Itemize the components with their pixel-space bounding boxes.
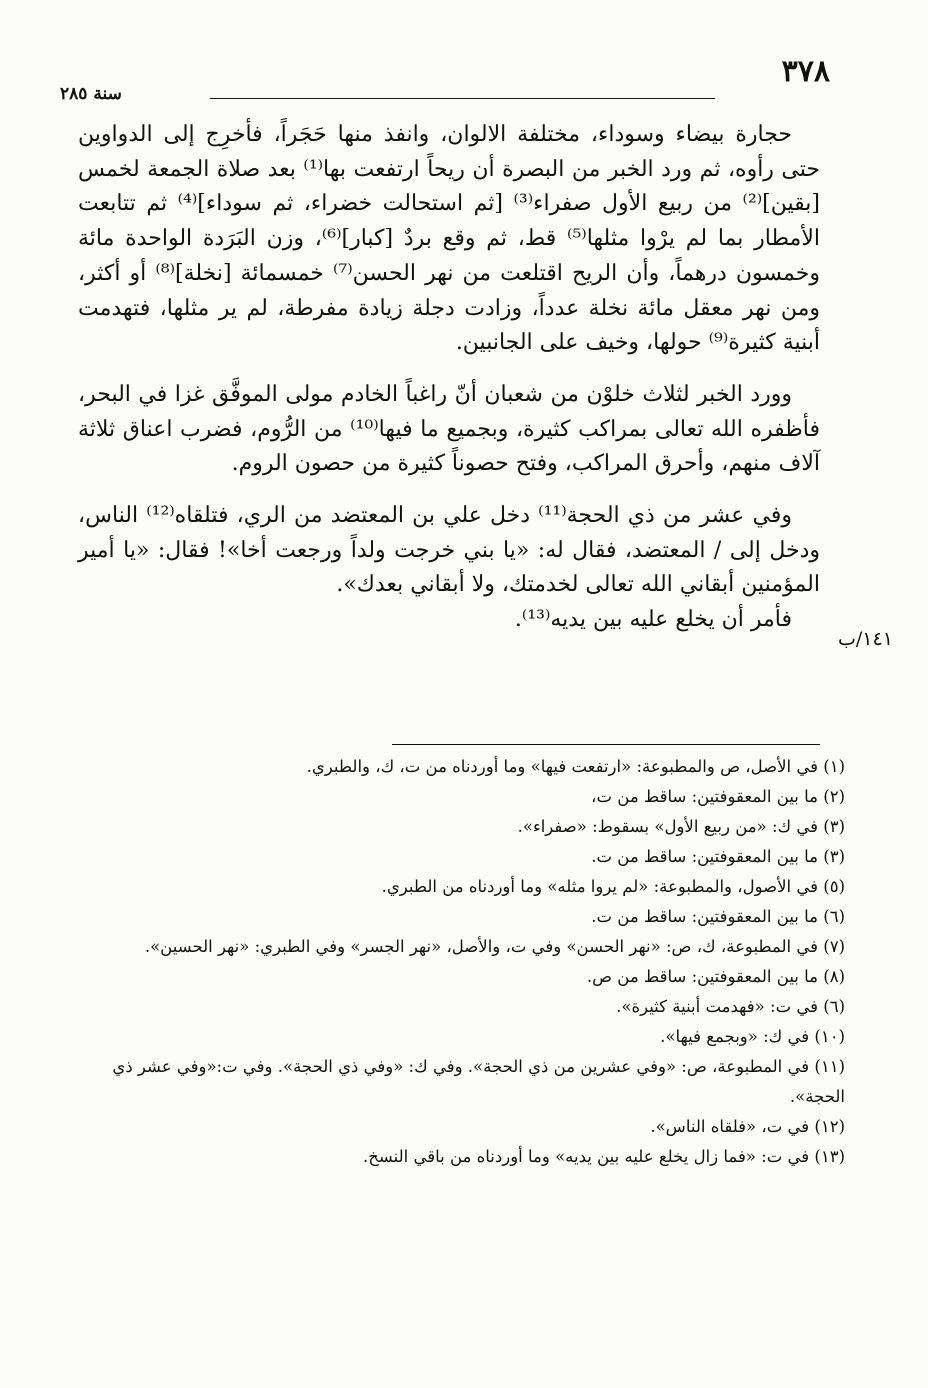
footnote: (١) في الأصل، ص والمطبوعة: «ارتفعت فيها» وما أوردناه من ت، ك، والطبري.	[306, 757, 845, 776]
footnote: (١٣) في ت: «فما زال يخلع عليه بين يديه» وما أوردناه من باقي النسخ.	[363, 1147, 845, 1166]
footnote: (١١) في المطبوعة، ص: «وفي عشرين من ذي الحجة». وفي ك: «وفي ذي الحجة». وفي ت:«وفي عشر ذي الحجة».	[112, 1057, 845, 1106]
footnote: (٦) ما بين المعقوفتين: ساقط من ت.	[591, 907, 845, 926]
paragraph: حجارة بيضاء وسوداء، مختلفة الالوان، وانفذ منها حَجَراً، فأخرِج إلى الدواوين حتى رأوه، ثم ورد الخبر من البصرة أن ريحاً ارتفعت بها⁽¹⁾ بعد صلاة الجمعة لخمس [بقين]⁽²⁾ من ربيع الأول صفراء⁽³⁾ [ثم استحالت خضراء، ثم سوداء]⁽⁴⁾ ثم تتابعت الأمطار بما لم يرْوا مثلها⁽⁵⁾ قط، ثم وقع بردٌ [كبار]⁽⁶⁾، وزن البَرَدة الواحدة مائة وخمسون درهماً، وأن الريح اقتلعت من نهر الحسن⁽⁷⁾ خمسمائة [نخلة]⁽⁸⁾ أو أكثر، ومن نهر معقل مائة نخلة عدداً، وزادت دجلة زيادة مفرطة، لم ير مثلها، فتهدمت أبنية كثيرة⁽⁹⁾ حولها، وخيف على الجانبين.	[78, 122, 820, 356]
footnote: (١٠) في ك: «وبجمع فيها».	[660, 1027, 845, 1046]
manuscript-folio-marker: ١٤١/ب	[838, 628, 893, 650]
footnote-rule	[392, 744, 820, 745]
page-header	[60, 54, 830, 104]
footnote: (٢) ما بين المعقوفتين: ساقط من ت،	[591, 787, 845, 806]
footnote: (٧) في المطبوعة، ك، ص: «نهر الحسن» وفي ت، والأصل، «نهر الجسر» وفي الطبري: «نهر الحسين».	[144, 937, 845, 956]
page-number: ٣٧٨	[781, 54, 830, 89]
main-text	[78, 118, 820, 655]
footnote: (٣) في ك: «من ربيع الأول» بسقوط: «صفراء».	[517, 817, 845, 836]
footnote: (٦) في ت: «فهدمت أبنية كثيرة».	[616, 997, 845, 1016]
footnote: (٨) ما بين المعقوفتين: ساقط من ص.	[586, 967, 845, 986]
header-rule	[210, 98, 715, 99]
paragraph: وورد الخبر لثلاث خلوْن من شعبان أنّ راغباً الخادم مولى الموفَّق غزا في البحر، فأظفره الله تعالى بمراكب كثيرة، وبجميع ما فيها⁽¹⁰⁾ من الرُّوم، فضرب اعناق ثلاثة آلاف منهم، وأحرق المراكب، وفتح حصوناً كثيرة من حصون الروم.	[78, 381, 820, 477]
year-label: سنة ٢٨٥	[60, 84, 122, 104]
paragraph: وفي عشر من ذي الحجة⁽¹¹⁾ دخل علي بن المعتضد من الري، فتلقاه⁽¹²⁾ الناس، ودخل إلى / المعتضد، فقال له: «يا بني خرجت ولداً ورجعت أخا»! فقال: «يا أمير المؤمنين أبقاني الله تعالى لخدمتك، ولا أبقاني بعدك».	[78, 503, 820, 598]
footnote: (٥) في الأصول، والمطبوعة: «لم يروا مثله» وما أوردناه من الطبري.	[381, 877, 845, 896]
footnote: (٣) ما بين المعقوفتين: ساقط من ت.	[591, 847, 845, 866]
footnotes	[100, 752, 845, 1172]
footnote: (١٢) في ت، «فلقاه الناس».	[650, 1117, 845, 1136]
paragraph: فأمر أن يخلع عليه بين يديه⁽¹³⁾.	[514, 607, 792, 633]
